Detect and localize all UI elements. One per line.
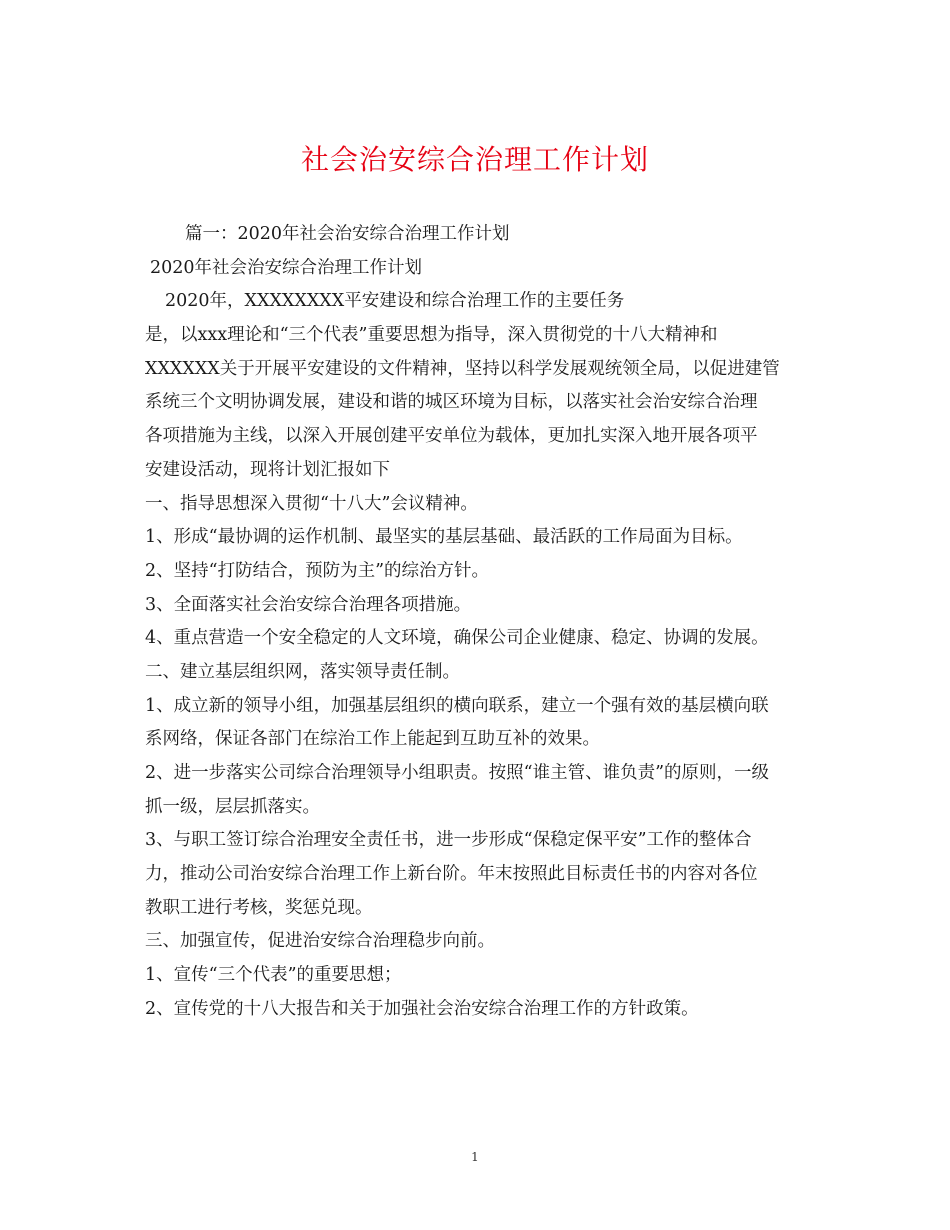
paragraph-line-section-heading: 篇一：2020年社会治安综合治理工作计划 xyxy=(185,224,510,244)
list-item: 4、重点营造一个安全稳定的人文环境，确保公司企业健康、稳定、协调的发展。 xyxy=(145,628,769,649)
heading-line: 三、加强宣传，促进治安综合治理稳步向前。 xyxy=(145,931,495,952)
list-item: 1、宣传“三个代表”的重要思想； xyxy=(145,965,402,986)
list-item: 1、形成“最协调的运作机制、最坚实的基层基础、最活跃的工作局面为目标。 xyxy=(145,527,743,548)
list-item: 2、坚持“打防结合，预防为主”的综治方针。 xyxy=(145,560,490,581)
list-item-continuation: 教职工进行考核，奖惩兑现。 xyxy=(145,897,373,918)
paragraph-line: 安建设活动，现将计划汇报如下 xyxy=(145,459,390,480)
list-item-continuation: 抓一级，层层抓落实。 xyxy=(145,796,320,817)
list-item: 3、全面落实社会治安综合治理各项措施。 xyxy=(145,594,472,615)
list-item: 3、与职工签订综合治理安全责任书，进一步形成“保稳定保平安”工作的整体合 xyxy=(145,830,752,851)
list-item: 2、宣传党的十八大报告和关于加强社会治安综合治理工作的方针政策。 xyxy=(145,998,699,1019)
list-item: 2、进一步落实公司综合治理领导小组职责。按照“谁主管、谁负责”的原则，一级 xyxy=(145,763,770,783)
page-number: 1 xyxy=(471,1150,479,1164)
document-title: 社会治安综合治理工作计划 xyxy=(300,143,649,176)
paragraph-line: 各项措施为主线，以深入开展创建平安单位为载体，更加扎实深入地开展各项平 xyxy=(145,426,758,447)
paragraph-line-subtitle: 2020年社会治安综合治理工作计划 xyxy=(150,257,423,278)
paragraph-line: 2020年，XXXXXXXX平安建设和综合治理工作的主要任务 xyxy=(165,291,625,312)
heading-line: 一、指导思想深入贯彻“十八大”会议精神。 xyxy=(145,493,478,514)
document-body xyxy=(145,220,810,1029)
paragraph-line: 系统三个文明协调发展，建设和谐的城区环境为目标，以落实社会治安综合治理 xyxy=(145,392,758,413)
list-item-continuation: 系网络，保证各部门在综治工作上能起到互助互补的效果。 xyxy=(145,729,600,750)
paragraph-line: 是，以xxx理论和“三个代表”重要思想为指导，深入贯彻党的十八大精神和 xyxy=(145,325,718,346)
paragraph-line: XXXXXX关于开展平安建设的文件精神，坚持以科学发展观统领全局，以促进建管 xyxy=(145,358,780,379)
heading-line: 二、建立基层组织网，落实领导责任制。 xyxy=(145,661,460,682)
list-item: 1、成立新的领导小组，加强基层组织的横向联系，建立一个强有效的基层横向联 xyxy=(145,695,769,716)
list-item-continuation: 力，推动公司治安综合治理工作上新台阶。年末按照此目标责任书的内容对各位 xyxy=(145,864,758,885)
